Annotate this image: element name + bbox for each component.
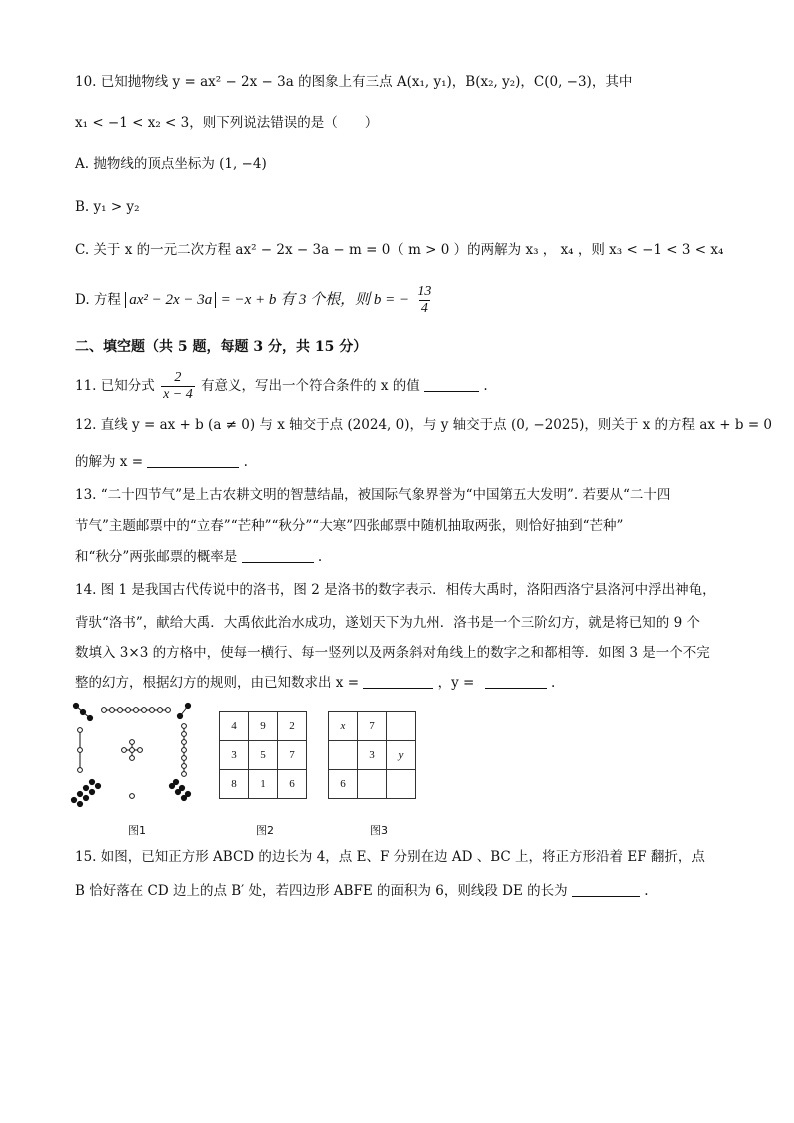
figure-2-cell: 4 bbox=[220, 712, 249, 741]
figure-3-row bbox=[329, 712, 416, 741]
q10-stem-line2: x₁ < −1 < x₂ < 3，则下列说法错误的是（ ） bbox=[75, 115, 379, 131]
figure-3-incomplete-magic-square bbox=[328, 711, 416, 799]
q14-answer-blank-y[interactable] bbox=[485, 674, 547, 689]
q13-line1: 13. “二十四节气”是上古农耕文明的智慧结晶，被国际气象界誉为“中国第五大发明”. 若要从“二十四 bbox=[75, 487, 671, 503]
figure-2-cell: 8 bbox=[220, 770, 249, 799]
figure-2-cell: 5 bbox=[249, 741, 278, 770]
section-2-heading: 二、填空题（共 5 题，每题 3 分，共 15 分） bbox=[75, 339, 368, 355]
q12-answer-blank[interactable] bbox=[147, 453, 239, 468]
q11-numerator: 2 bbox=[174, 370, 182, 385]
q10-option-d bbox=[75, 284, 435, 317]
figure-2-row bbox=[220, 741, 307, 770]
q14-line1: 14. 图 1 是我国古代传说中的洛书，图 2 是洛书的数字表示．相传大禹时，洛阳西洛宁县洛河中浮出神龟， bbox=[75, 582, 716, 598]
q14-line4-mid: ，y = bbox=[437, 675, 475, 691]
q14-line4-prefix: 整的幻方，根据幻方的规则，由已知数求出 x = bbox=[75, 675, 360, 691]
q14-line4-end: . bbox=[550, 675, 556, 691]
figure-2-cell: 7 bbox=[278, 741, 307, 770]
figure-3-row bbox=[329, 770, 416, 799]
q12-line2-prefix: 的解为 x = bbox=[75, 454, 144, 470]
q15-line2 bbox=[75, 881, 649, 901]
figure-2-cell: 1 bbox=[249, 770, 278, 799]
q10-option-b: B. y₁ > y₂ bbox=[75, 199, 140, 215]
figure-3-cell bbox=[358, 770, 387, 799]
q11-prefix: 11. 已知分式 bbox=[75, 378, 155, 394]
q15-answer-blank[interactable] bbox=[572, 882, 640, 897]
q10-option-d-middle: = −x + b 有 3 个根，则 b = − bbox=[220, 292, 410, 308]
figure-3-cell bbox=[387, 770, 416, 799]
figure-3-caption: 图3 bbox=[370, 824, 388, 837]
q11-fraction bbox=[161, 370, 195, 403]
figure-2-cell: 3 bbox=[220, 741, 249, 770]
q14-line3: 数填入 3×3 的方格中，使每一横行、每一竖列以及两条斜对角线上的数字之和都相等．如图 3 是一个不完 bbox=[75, 645, 710, 661]
q11 bbox=[75, 370, 488, 403]
figure-2-row bbox=[220, 712, 307, 741]
figure-3-cell: y bbox=[387, 741, 416, 770]
figure-2-caption: 图2 bbox=[256, 824, 274, 837]
q10-stem-line1: 10. 已知抛物线 y = ax² − 2x − 3a 的图象上有三点 A(x₁, y₁)，B(x₂, y₂)，C(0, −3)，其中 bbox=[75, 74, 633, 90]
q10-option-d-numerator: 13 bbox=[417, 284, 432, 299]
q13-line2: 节气”主题邮票中的“立春”“芒种”“秋分”“大寒”四张邮票中随机抽取两张，则恰好抽到“芒种” bbox=[75, 518, 624, 534]
q10-option-d-prefix: D. 方程 bbox=[75, 292, 121, 308]
q10-option-d-abs-expression: ax² − 2x − 3a bbox=[125, 292, 216, 308]
figure-3-cell bbox=[329, 741, 358, 770]
q11-denominator: x − 4 bbox=[163, 387, 193, 402]
figure-3-cell: 7 bbox=[358, 712, 387, 741]
figure-2-row bbox=[220, 770, 307, 799]
q10-option-c: C. 关于 x 的一元二次方程 ax² − 2x − 3a − m = 0（ m > 0 ）的两解为 x₃ ， x₄ ，则 x₃ < −1 < 3 < x₄ bbox=[75, 242, 724, 258]
q13-line3 bbox=[75, 547, 322, 567]
q15-line2-prefix: B 恰好落在 CD 边上的点 B′ 处，若四边形 ABFE 的面积为 6，则线段 DE 的长为 bbox=[75, 883, 568, 899]
q12-line2 bbox=[75, 452, 248, 472]
figure-1-caption: 图1 bbox=[128, 824, 146, 837]
q11-answer-blank[interactable] bbox=[424, 377, 479, 392]
q11-end: . bbox=[483, 378, 488, 394]
figure-3-cell: 3 bbox=[358, 741, 387, 770]
q14-answer-blank-x[interactable] bbox=[363, 674, 433, 689]
q13-line3-end: . bbox=[317, 549, 323, 565]
q12-line2-end: . bbox=[243, 454, 248, 470]
figure-3-cell: x bbox=[329, 712, 358, 741]
q10-option-d-fraction bbox=[415, 284, 433, 317]
figure-2-cell: 2 bbox=[278, 712, 307, 741]
q11-text: 有意义，写出一个符合条件的 x 的值 bbox=[201, 378, 420, 394]
q15-line2-end: . bbox=[644, 883, 649, 899]
figure-2-cell: 6 bbox=[278, 770, 307, 799]
q14-line2: 背驮“洛书”，献给大禹．大禹依此治水成功，遂划天下为九州．洛书是一个三阶幻方，就是将已知的 9 个 bbox=[75, 615, 700, 631]
figure-3-cell: 6 bbox=[329, 770, 358, 799]
q14-line4 bbox=[75, 673, 555, 693]
figure-3-cell bbox=[387, 712, 416, 741]
q15-line1: 15. 如图，已知正方形 ABCD 的边长为 4，点 E、F 分别在边 AD 、BC 上，将正方形沿着 EF 翻折，点 bbox=[75, 849, 705, 865]
q10-option-d-denominator: 4 bbox=[420, 301, 428, 316]
q10-option-a: A. 抛物线的顶点坐标为 (1, −4) bbox=[75, 156, 267, 172]
luoshu-dot-figure bbox=[68, 700, 198, 815]
figure-2-magic-square bbox=[219, 711, 307, 799]
q13-answer-blank[interactable] bbox=[242, 548, 314, 563]
q13-line3-prefix: 和“秋分”两张邮票的概率是 bbox=[75, 549, 238, 565]
figure-3-row bbox=[329, 741, 416, 770]
figure-2-cell: 9 bbox=[249, 712, 278, 741]
q12-line1: 12. 直线 y = ax + b (a ≠ 0) 与 x 轴交于点 (2024, 0)，与 y 轴交于点 (0, −2025)，则关于 x 的方程 ax + b = 0 bbox=[75, 417, 773, 433]
